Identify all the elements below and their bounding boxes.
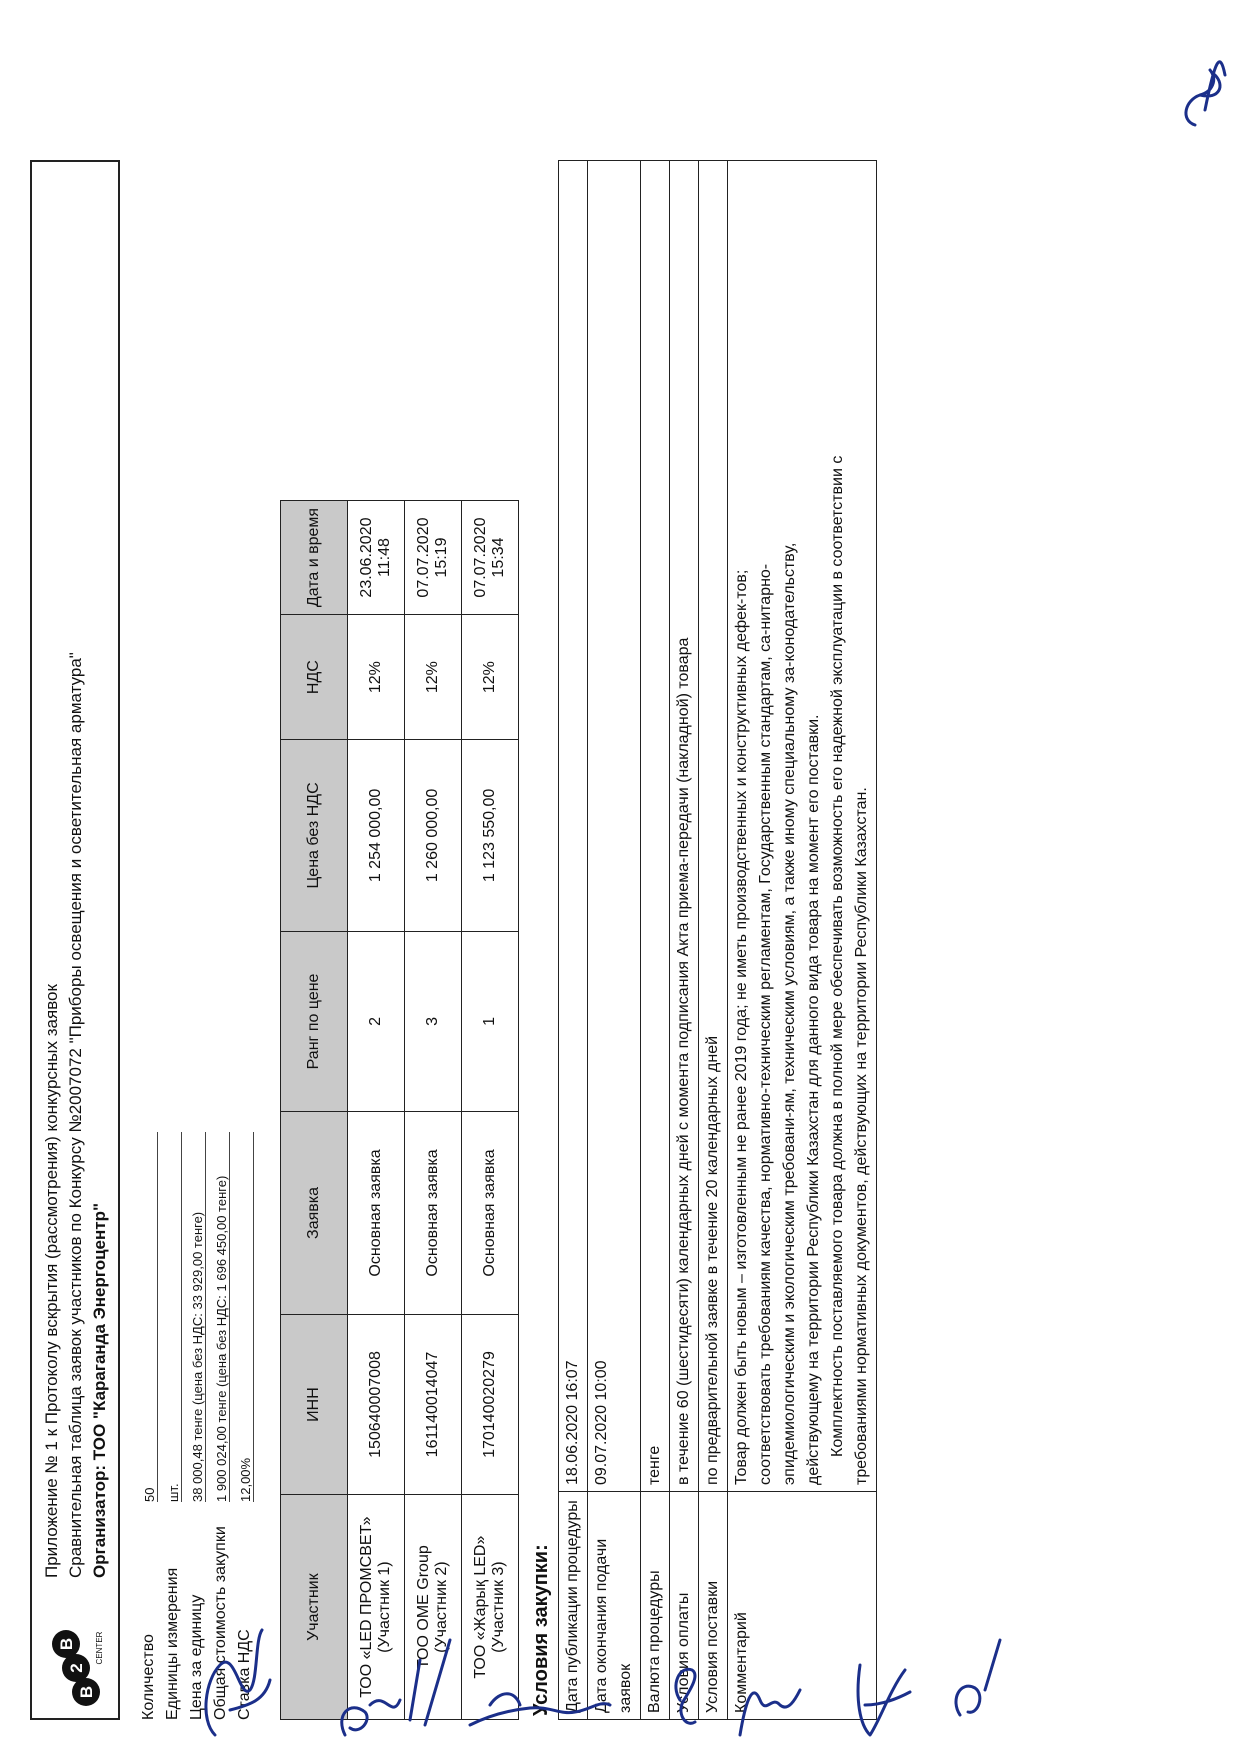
comment-line: эпидемиологическим и экологическим требовани-ям, техническим условиям, а также иному специальному за-конодательству, bbox=[781, 542, 798, 1485]
conditions-title: Условия закупки: bbox=[530, 1544, 552, 1716]
price-cell: 1 123 550,00 bbox=[462, 740, 519, 932]
bid-time: 15:34 bbox=[490, 537, 507, 578]
signature-bottom-2 bbox=[342, 1640, 450, 1735]
inn-cell: 170140020279 bbox=[462, 1314, 519, 1494]
bid-type-cell: Основная заявка bbox=[462, 1112, 519, 1315]
comment-line: действующему на территории Республики Казахстан для данного вида товара на момент его поставки. bbox=[805, 714, 822, 1485]
th-participant: Участник bbox=[281, 1495, 348, 1720]
logo-letter-2: 2 bbox=[67, 1663, 86, 1673]
signature-bottom-5 bbox=[740, 1690, 800, 1735]
participant-number: (Участник 2) bbox=[433, 1561, 450, 1653]
price-cell: 1 254 000,00 bbox=[348, 740, 405, 932]
inn-cell: 161140014047 bbox=[405, 1314, 462, 1494]
info-label-unit-price: Цена за единицу bbox=[188, 1594, 205, 1720]
logo-letter-1: B bbox=[77, 1685, 96, 1699]
bid-date: 07.07.2020 bbox=[415, 517, 432, 598]
bid-time: 11:48 bbox=[376, 538, 393, 577]
th-vat: НДС bbox=[281, 615, 348, 740]
comment-line: соответствовать требованиям качества, нормативно-техническим регламентам, Государственным стандартам, са-нитарно- bbox=[757, 563, 774, 1485]
bid-date: 07.07.2020 bbox=[472, 517, 489, 598]
logo-letter-3: B bbox=[57, 1637, 76, 1651]
th-datetime: Дата и время bbox=[281, 501, 348, 615]
rank-cell: 1 bbox=[462, 931, 519, 1111]
bid-time: 15:19 bbox=[433, 537, 450, 578]
info-label-quantity: Количество bbox=[140, 1634, 157, 1720]
condition-value: в течение 60 (шестидесяти) календарных дней с момента подписания Акта приема-передачи (накладной) товара bbox=[670, 161, 699, 1492]
signature-bottom-4 bbox=[676, 1669, 695, 1723]
vat-cell: 12% bbox=[462, 615, 519, 740]
comment-line: требованиями нормативных документов, действующих на территории Республики Казахстан. bbox=[853, 787, 870, 1485]
th-bid-type: Заявка bbox=[281, 1112, 348, 1315]
vat-cell: 12% bbox=[405, 615, 462, 740]
th-inn: ИНН bbox=[281, 1314, 348, 1494]
price-cell: 1 260 000,00 bbox=[405, 740, 462, 932]
logo-subtitle: CENTER bbox=[95, 1631, 104, 1665]
info-value-total-cost: 1 900 024,00 тенге (цена без НДС: 1 696 450,00 тенге) bbox=[214, 1132, 230, 1502]
rank-cell: 2 bbox=[348, 931, 405, 1111]
participant-name: ТОО «Жарық LED» bbox=[472, 1535, 489, 1679]
condition-value: 09.07.2020 10:00 bbox=[588, 161, 641, 1492]
info-value-vat-rate: 12,00% bbox=[238, 1132, 254, 1502]
condition-key: Условия оплаты bbox=[670, 1492, 699, 1720]
participant-name: ТОО OME Group bbox=[415, 1545, 432, 1669]
signature-top-right bbox=[1186, 62, 1225, 125]
info-value-unit-price: 38 000,48 тенге (цена без НДС: 33 929,00 тенге) bbox=[190, 1132, 206, 1502]
info-value-unit: шт. bbox=[166, 1132, 182, 1502]
th-rank: Ранг по цене bbox=[281, 931, 348, 1111]
rank-cell: 3 bbox=[405, 931, 462, 1111]
condition-key: Дата публикации процедуры bbox=[559, 1492, 588, 1720]
info-value-quantity: 50 bbox=[142, 1132, 158, 1502]
condition-key: Валюта процедуры bbox=[641, 1492, 670, 1720]
header-line-1: Приложение № 1 к Протоколу вскрытия (рассмотрения) конкурсных заявок bbox=[42, 984, 61, 1578]
participant-name: ТОО «LED ПРОМСВЕТ» bbox=[358, 1516, 375, 1698]
condition-key: Условия поставки bbox=[699, 1492, 728, 1720]
bid-type-cell: Основная заявка bbox=[348, 1112, 405, 1315]
comment-line: Комплектность поставляемого товара должна в полной мере обеспечивать возможность его надежной эксплуатации в соответствии с bbox=[829, 455, 846, 1457]
header-organizer: Организатор: ТОО "Караганда Энергоцентр" bbox=[90, 1202, 109, 1578]
participant-number: (Участник 1) bbox=[376, 1561, 393, 1653]
signature-bottom-6 bbox=[858, 1665, 910, 1735]
vat-cell: 12% bbox=[348, 615, 405, 740]
th-price: Цена без НДС bbox=[281, 740, 348, 932]
signature-bottom-3 bbox=[470, 1694, 610, 1725]
info-label-unit: Единицы измерения bbox=[164, 1567, 181, 1720]
participant-number: (Участник 3) bbox=[490, 1561, 507, 1653]
condition-value: по предварительной заявке в течение 20 календарных дней bbox=[699, 161, 728, 1492]
bid-date: 23.06.2020 bbox=[358, 517, 375, 598]
comment-line: Товар должен быть новым – изготовленным не ранее 2019 года; не иметь производственных и конструктивных дефек-тов; bbox=[733, 569, 750, 1485]
info-label-total-cost: Общая стоимость закупки bbox=[212, 1526, 229, 1720]
inn-cell: 150640007008 bbox=[348, 1314, 405, 1494]
bid-type-cell: Основная заявка bbox=[405, 1112, 462, 1315]
condition-value: тенге bbox=[641, 161, 670, 1492]
condition-key: Дата окончания подачи заявок bbox=[588, 1492, 641, 1720]
comment-key: Комментарий bbox=[728, 1492, 877, 1720]
condition-value: 18.06.2020 16:07 bbox=[559, 161, 588, 1492]
signature-bottom-7 bbox=[956, 1640, 1000, 1715]
info-label-vat-rate: Ставка НДС bbox=[236, 1629, 253, 1720]
header-line-2: Сравнительная таблица заявок участников по Конкурсу №2007072 "Приборы освещения и осветительная арматура" bbox=[66, 652, 85, 1578]
signature-bottom-1 bbox=[206, 1630, 270, 1735]
